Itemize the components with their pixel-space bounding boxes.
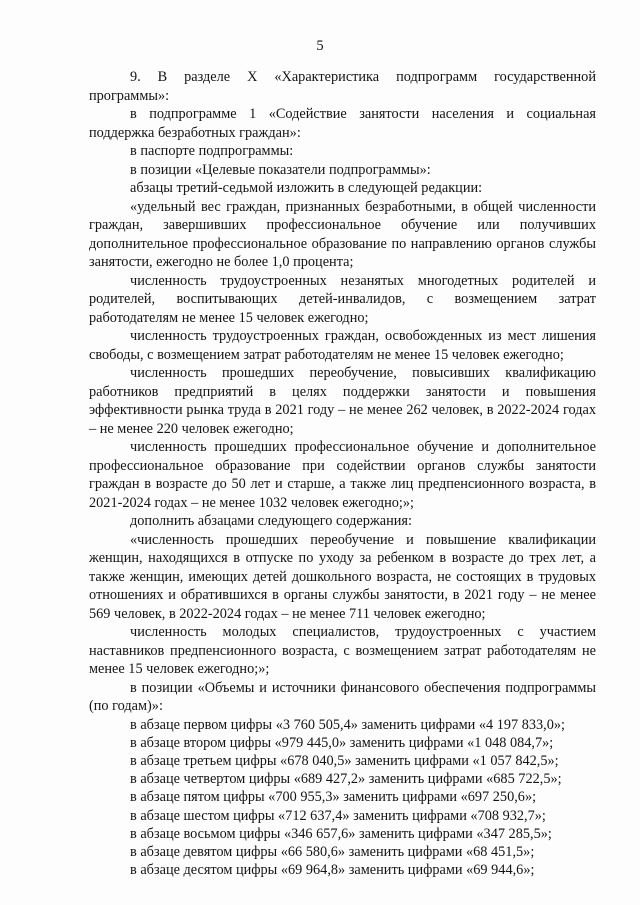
subprogram-paragraph: в подпрограмме 1 «Содействие занятости населения и социальная поддержка безработных граждан»: [89,106,596,141]
replacement-line: в абзаце девятом цифры «66 580,6» заменить цифрами «68 451,5»; [130,843,535,860]
indicator-paragraph: численность трудоустроенных незанятых многодетных родителей и родителей, воспитывающих детей-инвалидов, с возмещением затрат работодателям не менее 15 человек ежегодно; [89,272,596,326]
replacement-line: в абзаце шестом цифры «712 637,4» заменить цифрами «708 932,7»; [130,807,546,824]
indicator-paragraph: численность трудоустроенных граждан, освобожденных из мест лишения свободы, с возмещением затрат работодателям не менее 15 человек ежегодно; [89,328,596,363]
indicator-paragraph: численность молодых специалистов, трудоустроенных с участием наставников предпенсионного возраста, с возмещением затрат работодателям не менее 15 человек ежегодно;»; [89,624,596,677]
replacement-line: в абзаце втором цифры «979 445,0» заменить цифрами «1 048 084,7»; [130,734,554,751]
instruction-paragraph: абзацы третий-седьмой изложить в следующей редакции: [130,180,483,196]
indicator-paragraph: численность прошедших профессиональное обучение и дополнительное профессиональное образование при содействии органов службы занятости граждан в возрасте до 50 лет и старше, а также лиц предпенсионного возраста, в 2021-2024 годах – не менее 1032 человек ежегодно;»; [89,439,596,511]
indicator-paragraph: «удельный вес граждан, признанных безработными, в общей численности граждан, завершивших профессиональное обучение или получивших дополнительное профессиональное образование по направлению органов службы занятости, ежегодно не более 1,0 процента; [89,198,596,270]
section-heading: 9. В разделе X «Характеристика подпрограмм государственной программы»: [89,69,596,104]
replacement-line: в абзаце десятом цифры «69 964,8» заменить цифрами «69 944,6»; [130,862,535,879]
financing-paragraph: в позиции «Объемы и источники финансового обеспечения подпрограммы (по годам)»: [89,679,596,714]
indicator-paragraph: численность прошедших переобучение, повысивших квалификацию работников предприятий в целях поддержки занятости и повышения эффективности рынка труда в 2021 году – не менее 262 человек, в 2022-2024 годах – не менее 220 человек ежегодно; [89,365,596,437]
instruction-paragraph: дополнить абзацами следующего содержания: [130,513,412,529]
replacement-line: в абзаце четвертом цифры «689 427,2» заменить цифрами «685 722,5»; [130,771,562,788]
replacement-line: в абзаце пятом цифры «700 955,3» заменить цифрами «697 250,6»; [130,789,537,806]
replacement-line: в абзаце восьмом цифры «346 657,6» заменить цифрами «347 285,5»; [130,825,552,842]
document-body [89,68,596,879]
page-number: 5 [316,38,324,54]
replacement-line: в абзаце третьем цифры «678 040,5» заменить цифрами «1 057 842,5»; [130,752,559,769]
target-indicators-paragraph: в позиции «Целевые показатели подпрограммы»: [130,161,431,178]
passport-paragraph: в паспорте подпрограммы: [130,143,294,159]
indicator-paragraph: «численность прошедших переобучение и повышение квалификации женщин, находящихся в отпуске по уходу за ребенком в возрасте до трех лет, а также женщин, имеющих детей дошкольного возраста, не состоящих в трудовых отношениях и обратившихся в органы службы занятости, в 2021 году – не менее 569 человек, в 2022-2024 годах – не менее 711 человек ежегодно; [89,531,596,622]
replacement-line: в абзаце первом цифры «3 760 505,4» заменить цифрами «4 197 833,0»; [130,716,566,733]
